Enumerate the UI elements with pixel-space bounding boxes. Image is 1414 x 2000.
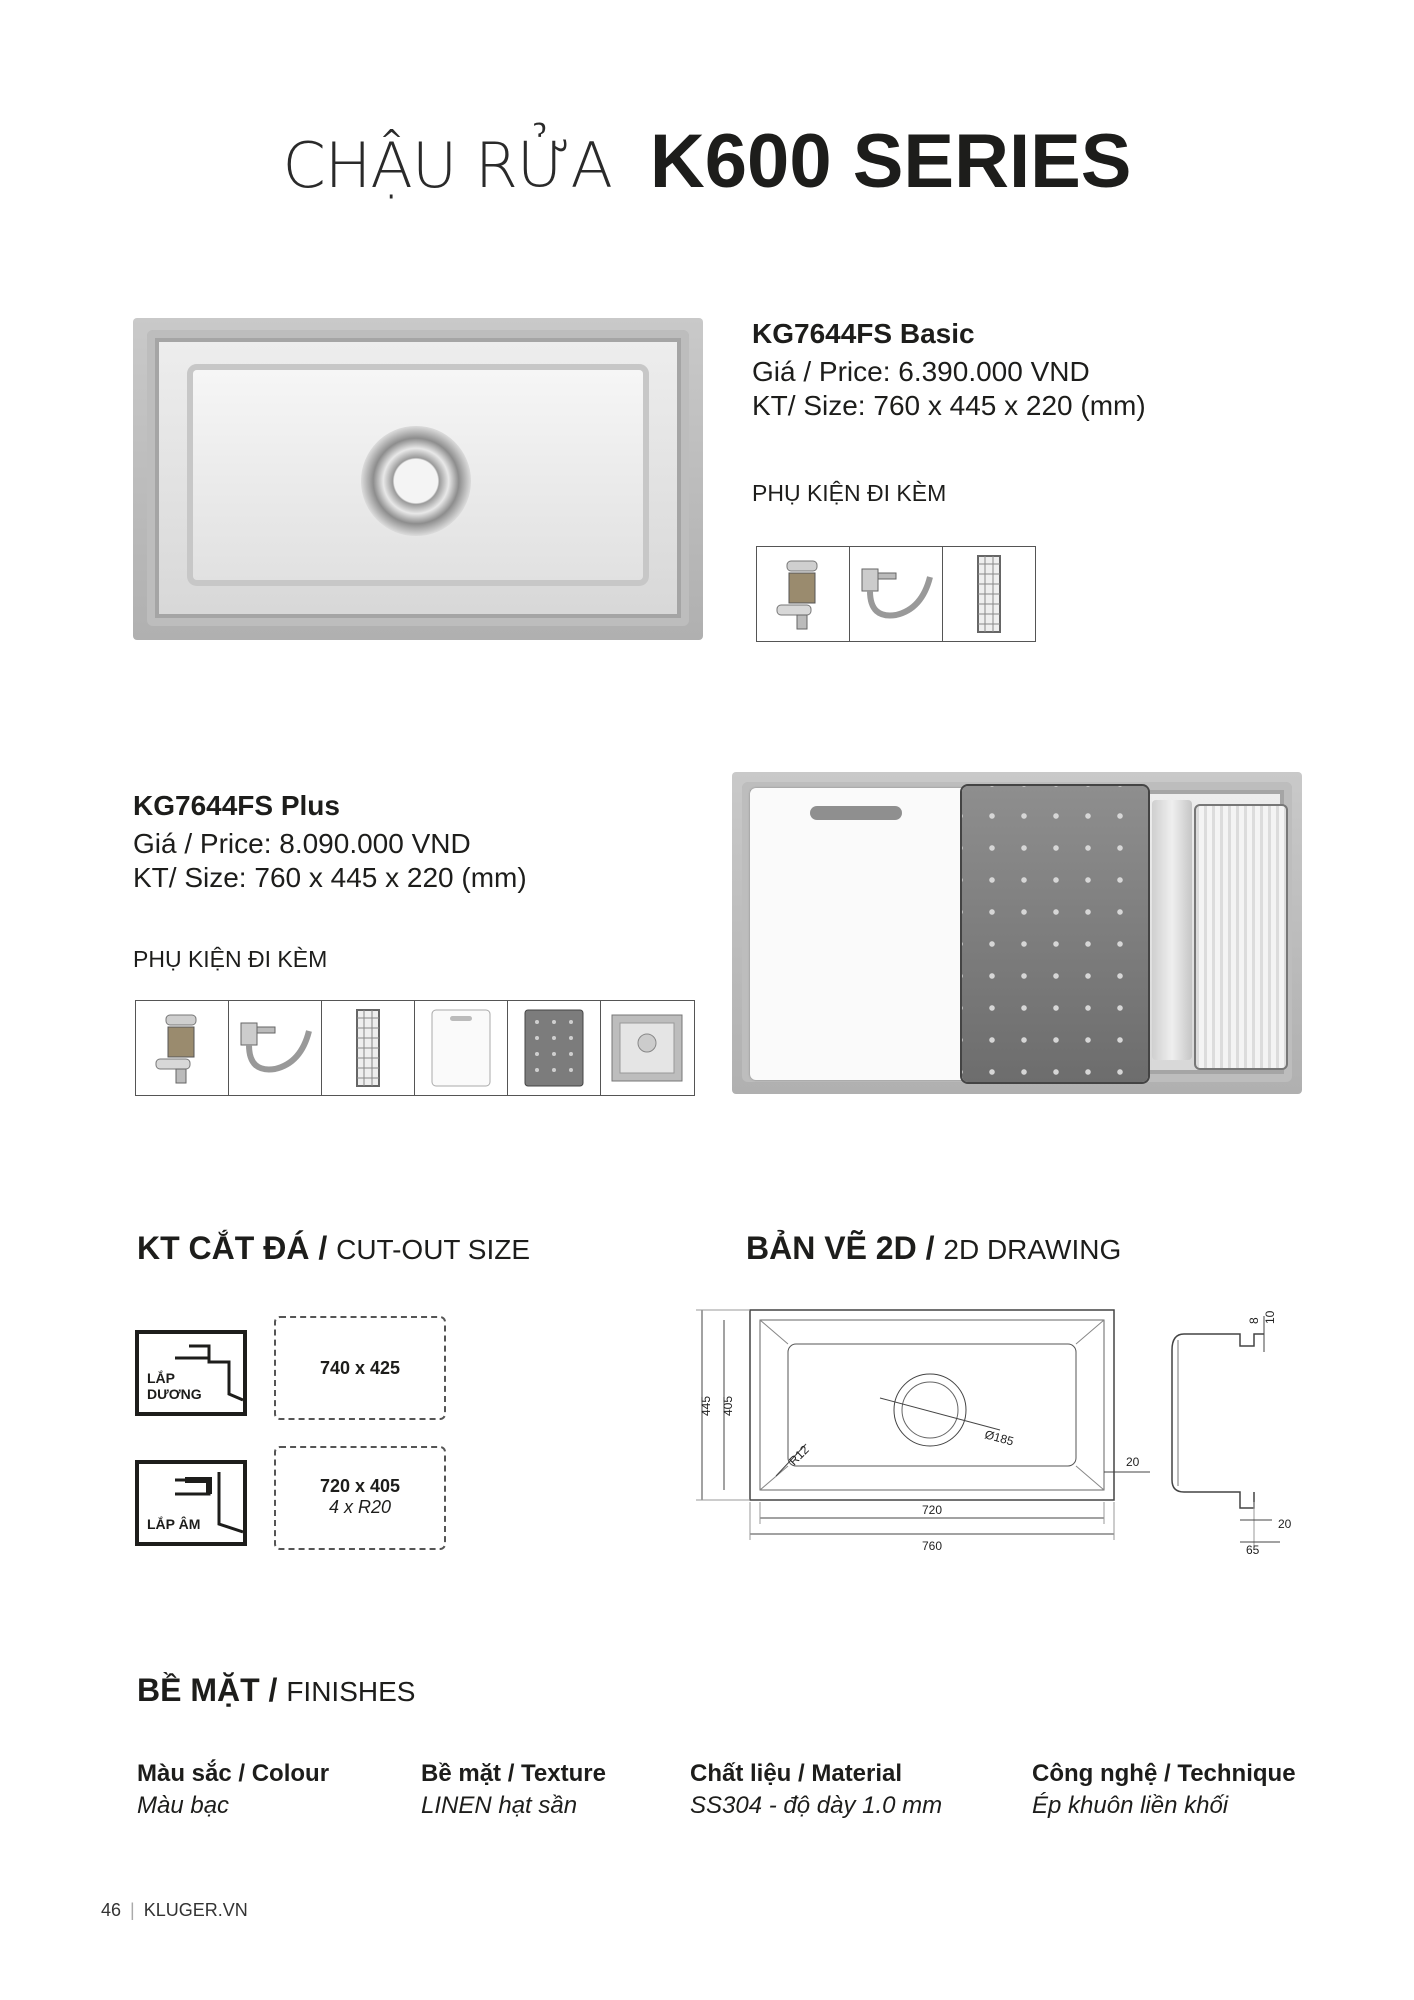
draining-tray-icon <box>508 1001 601 1095</box>
plus-product-name: KG7644FS Plus <box>133 790 340 821</box>
top-mount-label-line2: DƯƠNG <box>147 1386 202 1402</box>
drawing-heading <box>746 1230 1121 1267</box>
under-mount-cutout <box>274 1446 446 1550</box>
basket-icon <box>943 547 1035 641</box>
finish-colour-value: Màu bạc <box>137 1792 230 1819</box>
plus-accessories <box>135 1000 695 1096</box>
finish-texture <box>421 1760 606 1820</box>
dim-height-inner: 405 <box>721 1395 735 1416</box>
strainer-icon <box>136 1001 229 1095</box>
draining-tray <box>962 786 1148 1082</box>
sink-icon <box>601 1001 693 1095</box>
plus-product-size: KT/ Size: 760 x 445 x 220 (mm) <box>133 862 527 893</box>
under-mount-label: LẮP ÂM <box>147 1516 201 1532</box>
technical-drawing <box>680 1280 1320 1560</box>
cutout-heading-light: CUT-OUT SIZE <box>336 1234 531 1265</box>
finish-colour-header: Màu sắc / Colour <box>137 1760 330 1787</box>
finish-material-value: SS304 - độ dày 1.0 mm <box>690 1792 943 1819</box>
finish-colour <box>137 1760 329 1820</box>
under-mount-size: 720 x 405 <box>319 1476 401 1496</box>
under-mount-radius: 4 x R20 <box>328 1497 392 1517</box>
plus-sink-image <box>732 772 1302 1094</box>
basic-sink-image <box>133 318 703 640</box>
finish-texture-value: LINEN hạt sần <box>421 1792 578 1819</box>
dim-side-top-b: 10 <box>1263 1310 1277 1324</box>
cutting-board <box>750 788 982 1080</box>
cutting-board-icon <box>415 1001 508 1095</box>
under-mount-icon <box>135 1460 247 1546</box>
title-bold: K600 SERIES <box>649 119 1132 204</box>
drawing-heading-light: 2D DRAWING <box>943 1234 1122 1265</box>
title-light: CHẬU RỬA <box>282 129 612 202</box>
finish-technique-header: Công nghệ / Technique <box>1032 1760 1296 1787</box>
finishes-heading-light: FINISHES <box>286 1676 416 1707</box>
footer: 46 | KLUGER.VN <box>101 1900 248 1920</box>
finishes-heading-bold: BỀ MẶT / <box>137 1672 278 1708</box>
basic-product-size: KT/ Size: 760 x 445 x 220 (mm) <box>752 390 1146 421</box>
drain-hose-icon <box>850 547 943 641</box>
basic-product-info <box>752 318 1352 422</box>
basic-product-price: Giá / Price: 6.390.000 VND <box>752 356 1090 387</box>
top-mount-label-line1: LẮP <box>147 1370 175 1386</box>
basic-product-name: KG7644FS Basic <box>752 318 975 349</box>
dim-width-inner: 720 <box>922 1503 943 1517</box>
drain-icon <box>361 426 471 536</box>
drain-hose-icon <box>229 1001 322 1095</box>
basket-icon <box>322 1001 415 1095</box>
finish-technique-value: Ép khuôn liền khối <box>1032 1792 1229 1819</box>
drawing-heading-bold: BẢN VẼ 2D / <box>746 1230 935 1266</box>
plus-product-price: Giá / Price: 8.090.000 VND <box>133 828 471 859</box>
cutout-heading-bold: KT CẮT ĐÁ / <box>137 1230 328 1266</box>
dim-side-depth: 65 <box>1246 1543 1260 1557</box>
finishes-heading <box>137 1672 415 1709</box>
dim-width-outer: 760 <box>922 1539 943 1553</box>
plus-product-info <box>133 790 693 894</box>
page-number: 46 <box>101 1900 122 1920</box>
finish-material <box>690 1760 942 1820</box>
strainer-icon <box>757 547 850 641</box>
dim-height-outer: 445 <box>699 1395 713 1416</box>
dim-side: 20 <box>1126 1455 1140 1469</box>
plus-accessories-label: PHỤ KIỆN ĐI KÈM <box>133 946 328 972</box>
finish-texture-header: Bề mặt / Texture <box>421 1760 606 1787</box>
site-link[interactable]: KLUGER.VN <box>143 1900 248 1920</box>
top-mount-size: 740 x 425 <box>319 1358 401 1378</box>
top-mount-cutout <box>274 1316 446 1420</box>
basic-accessories-label: PHỤ KIỆN ĐI KÈM <box>752 480 947 506</box>
page-title <box>0 118 1414 205</box>
basic-accessories <box>756 546 1036 642</box>
finish-technique <box>1032 1760 1296 1820</box>
dim-drain: Ø185 <box>983 1427 1016 1449</box>
dim-side-bottom: 20 <box>1278 1517 1292 1531</box>
cutout-heading <box>137 1230 530 1267</box>
sink-basket <box>1194 804 1288 1070</box>
dim-side-top-a: 8 <box>1247 1317 1261 1324</box>
finish-material-header: Chất liệu / Material <box>690 1760 903 1787</box>
dim-radius: R12 <box>786 1442 812 1469</box>
top-mount-icon <box>135 1330 247 1416</box>
